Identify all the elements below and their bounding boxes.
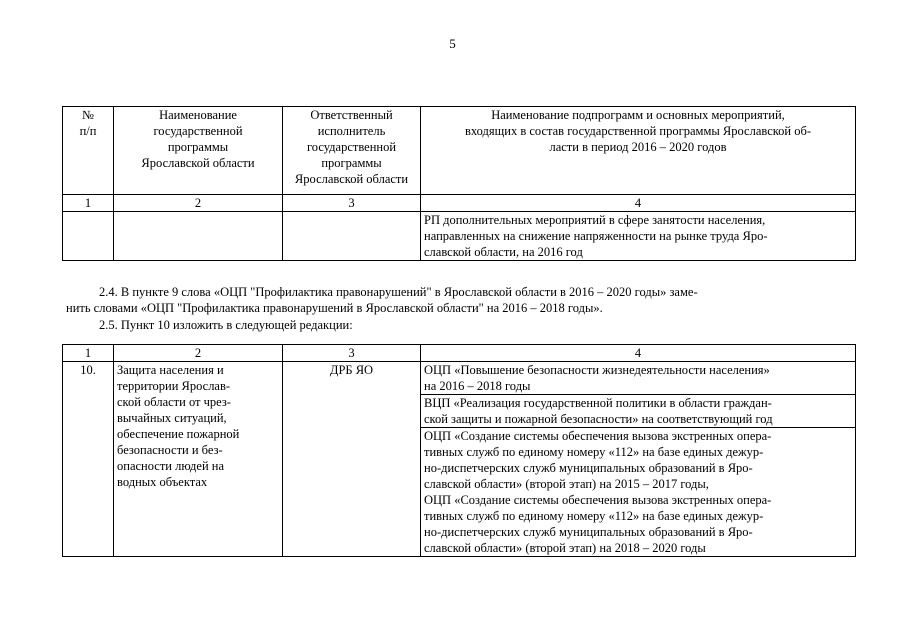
col-number-4: 4 (421, 195, 856, 212)
col-number-2: 2 (114, 195, 283, 212)
row-subprogram-cell: РП дополнительных мероприятий в сфере занятости населения, направленных на снижение напряженности на рынке труда Яро- славской области, на 2016 год (421, 212, 856, 261)
table-row (63, 212, 856, 261)
paragraph-2-4-continued: нить словами «ОЦП "Профилактика правонарушений в Ярославской области" на 2016 – 2018 годы». (66, 301, 603, 315)
table-row (63, 362, 856, 395)
programs-table-header (62, 106, 856, 261)
page-number: 5 (449, 36, 456, 51)
col-number-1: 1 (63, 195, 114, 212)
row-number-cell: 10. (63, 362, 114, 557)
row-executor-cell (283, 212, 421, 261)
row-subprogram-item-2: ВЦП «Реализация государственной политики в области граждан- ской защиты и пожарной безопасности» на соответствующий год (421, 395, 856, 428)
col-number-4: 4 (421, 345, 856, 362)
table-number-row (63, 345, 856, 362)
row-subprogram-item-3: ОЦП «Создание системы обеспечения вызова экстренных опера- тивных служб по единому номеру «112» на базе единых дежур- но-диспетчерских служб муниципальных образований в Яро- славской области» (второй этап) на 2015 – 2017 годы, ОЦП «Создание системы обеспечения вызова экстренных опера- тивных служб по единому номеру «112» на базе единых дежур- но-диспетчерских служб муниципальных образований в Яро- славской области» (второй этап) на 2018 – 2020 годы (421, 428, 856, 557)
header-subprograms: Наименование подпрограмм и основных мероприятий, входящих в состав государственной программы Ярославской об- ласти в период 2016 – 2020 годов (421, 107, 856, 195)
programs-table-item-10 (62, 344, 856, 557)
row-name-cell (114, 212, 283, 261)
row-subprogram-item-1: ОЦП «Повышение безопасности жизнедеятельности населения» на 2016 – 2018 годы (421, 362, 856, 395)
table-header-row (63, 107, 856, 195)
col-number-2: 2 (114, 345, 283, 362)
row-executor-cell: ДРБ ЯО (283, 362, 421, 557)
col-number-1: 1 (63, 345, 114, 362)
col-number-3: 3 (283, 195, 421, 212)
row-number-cell (63, 212, 114, 261)
table-number-row (63, 195, 856, 212)
header-number: № п/п (63, 107, 114, 195)
paragraph-2-5: 2.5. Пункт 10 изложить в следующей редакции: (99, 318, 353, 332)
col-number-3: 3 (283, 345, 421, 362)
row-name-cell: Защита населения и территории Ярослав- ской области от чрез- вычайных ситуаций, обеспечение пожарной безопасности и без- опасности людей на водных объектах (114, 362, 283, 557)
paragraph-2-4: 2.4. В пункте 9 слова «ОЦП "Профилактика правонарушений" в Ярославской области в 2016 – 2020 годы» заме- (99, 285, 698, 299)
header-program-name: Наименование государственной программы Ярославской области (114, 107, 283, 195)
header-executor: Ответственный исполнитель государственной программы Ярославской области (283, 107, 421, 195)
